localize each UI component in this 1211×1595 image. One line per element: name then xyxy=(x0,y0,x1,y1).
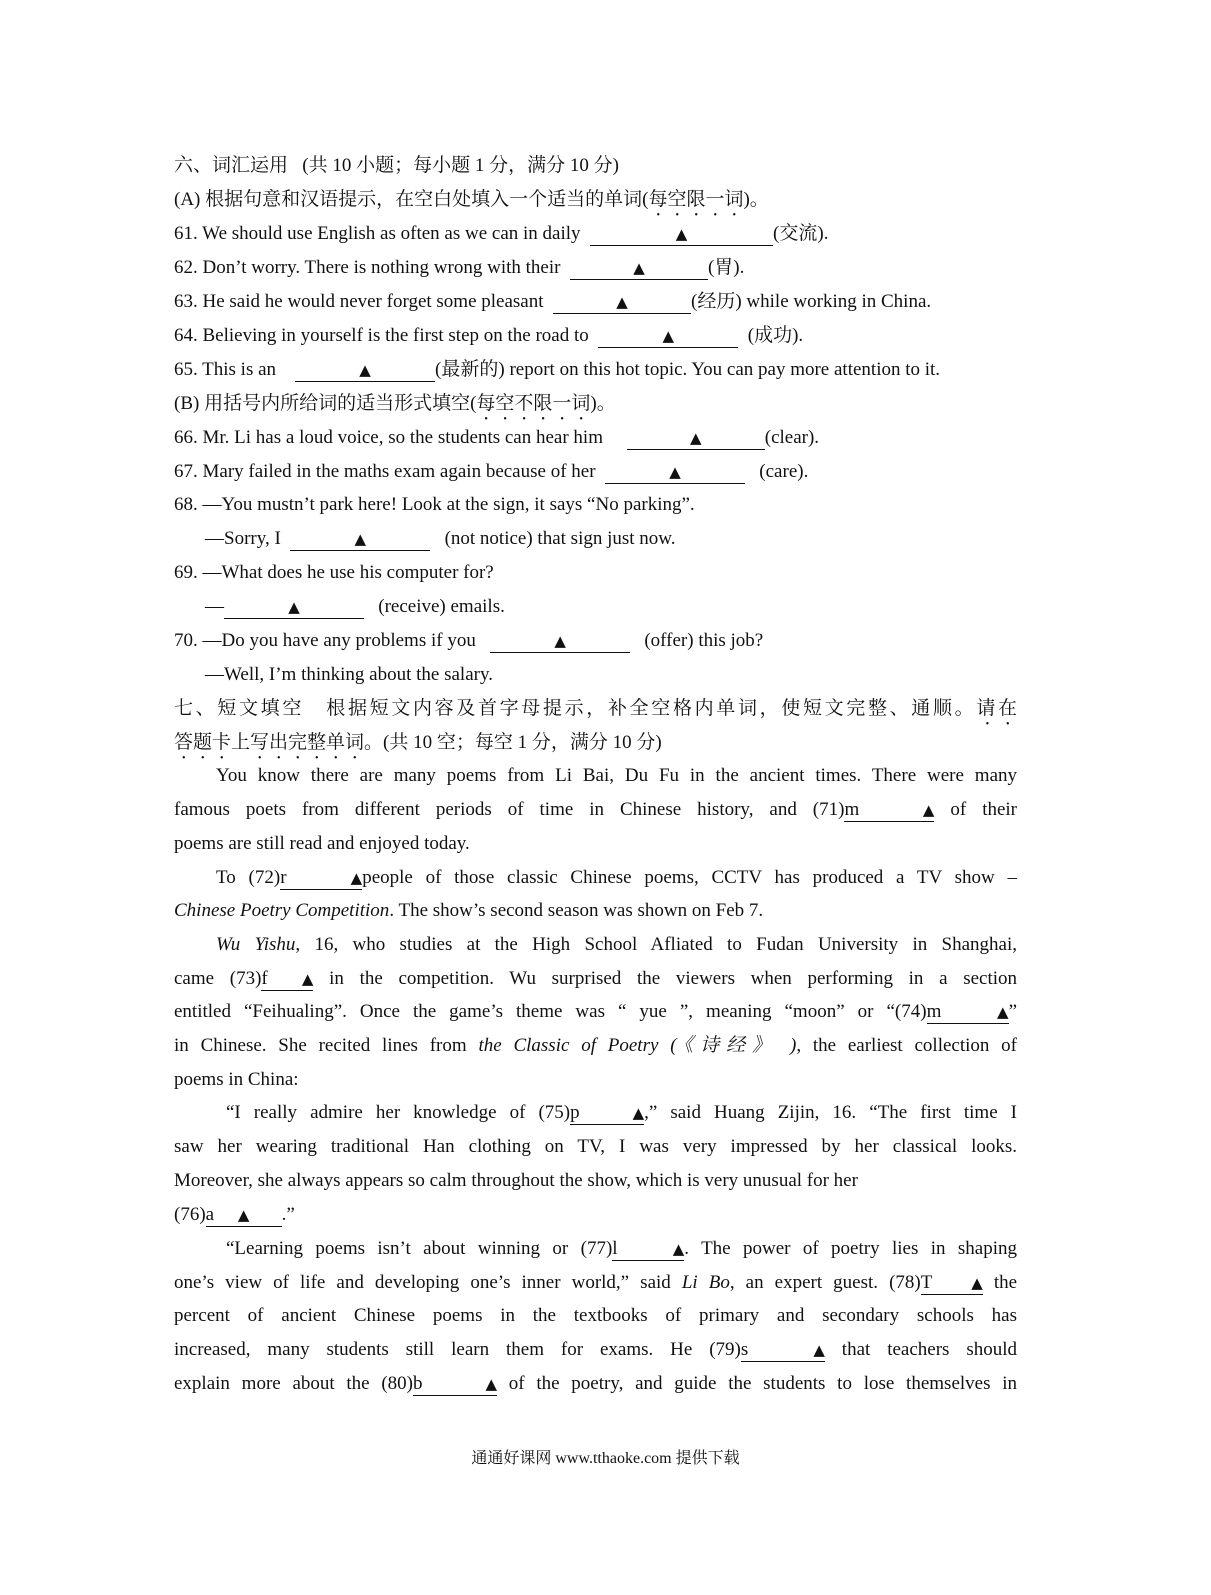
passage-line: You know there are many poems from Li Bai, Du Fu in the ancient times. There were many xyxy=(216,765,1017,786)
question-62: 62. Don’t worry. There is nothing wrong with their ▲ (胃). xyxy=(174,257,745,278)
answer-blank-77[interactable]: l ▲ xyxy=(612,1238,685,1259)
triangle-marker: ▲ xyxy=(301,970,314,988)
answer-blank-76[interactable]: a ▲ xyxy=(206,1204,282,1227)
section7-instruction-line2: 答题卡上写出完整单词。(共 10 空；每空 1 分，满分 10 分) xyxy=(174,732,662,753)
part-a-instruction: (A) 根据句意和汉语提示，在空白处填入一个适当的单词(每空限一词)。 xyxy=(174,189,769,210)
triangle-marker: ▲ xyxy=(485,1375,498,1393)
answer-blank-80[interactable]: b ▲ xyxy=(413,1373,498,1394)
triangle-marker: ▲ xyxy=(616,293,628,311)
passage-line: Moreover, she always appears so calm throughout the show, which is very unusual for her xyxy=(174,1170,858,1191)
section7-heading: 七、短文填空 根据短文内容及首字母提示，补全空格内单词，使短文完整、通顺。请在 xyxy=(174,698,1017,719)
section6-title: 六、词汇运用 xyxy=(174,155,289,176)
page-footer: 通通好课网 www.tthaoke.com 提供下载 xyxy=(471,1450,740,1467)
triangle-marker: ▲ xyxy=(813,1341,825,1359)
passage-line: Wu Yishu, 16, who studies at the High School Afliated to Fudan University in Shanghai, xyxy=(216,934,1018,955)
question-70-line1: 70. —Do you have any problems if you ▲ (offer) this job? xyxy=(174,630,764,651)
answer-blank-68[interactable] xyxy=(290,528,430,551)
question-65: 65. This is an ▲ (最新的) report on this hot topic. You can pay more attention to it. xyxy=(174,359,941,380)
part-a-emphasis: 每空限一词 xyxy=(648,189,744,210)
answer-blank-65[interactable] xyxy=(295,359,435,382)
answer-blank-63[interactable] xyxy=(553,291,691,314)
triangle-marker: ▲ xyxy=(554,632,566,650)
triangle-marker: ▲ xyxy=(675,225,688,243)
question-64: 64. Believing in yourself is the first step on the road to ▲ (成功). xyxy=(174,325,804,346)
question-68-line1: 68. —You mustn’t park here! Look at the sign, it says “No parking”. xyxy=(174,494,695,515)
section6-info: (共 10 小题；每小题 1 分，满分 10 分) xyxy=(302,155,619,176)
answer-blank-74[interactable]: m ▲ xyxy=(926,1001,1009,1022)
answer-blank-66[interactable] xyxy=(627,427,765,450)
answer-blank-61[interactable] xyxy=(590,223,773,246)
triangle-marker: ▲ xyxy=(672,1240,685,1258)
triangle-marker: ▲ xyxy=(288,598,300,616)
passage-line: To (72)r ▲people of those classic Chinese poems, CCTV has produced a TV show – xyxy=(216,867,1017,888)
question-66: 66. Mr. Li has a loud voice, so the students can hear him ▲ (clear). xyxy=(174,427,820,448)
question-69-line1: 69. —What does he use his computer for? xyxy=(174,562,494,583)
passage-line: famous poets from different periods of time in Chinese history, and (71)m ▲ of their xyxy=(174,799,1018,820)
question-63: 63. He said he would never forget some pleasant ▲ (经历) while working in China. xyxy=(174,291,932,312)
answer-blank-78[interactable]: T ▲ xyxy=(920,1272,983,1293)
answer-blank-79[interactable]: s ▲ xyxy=(740,1339,825,1360)
part-b-instruction: (B) 用括号内所给词的适当形式填空(每空不限一词)。 xyxy=(174,393,616,414)
question-67: 67. Mary failed in the maths exam again because of her ▲ (care). xyxy=(174,461,809,482)
passage-line: “I really admire her knowledge of (75)p ▲,” said Huang Zijin, 16. “The first time I xyxy=(226,1102,1018,1123)
passage-line: increased, many students still learn them for exams. He (79)s ▲ that teachers should xyxy=(174,1339,1018,1360)
answer-blank-69[interactable] xyxy=(224,596,364,619)
triangle-marker: ▲ xyxy=(237,1206,250,1224)
answer-blank-64[interactable] xyxy=(598,325,738,348)
answer-blank-62[interactable] xyxy=(570,257,708,280)
question-69-line2: — ▲ (receive) emails. xyxy=(205,596,505,617)
section7-title: 七、短文填空 xyxy=(174,698,305,719)
triangle-marker: ▲ xyxy=(662,327,675,345)
answer-blank-73[interactable]: f ▲ xyxy=(261,968,314,989)
answer-blank-75[interactable]: p ▲ xyxy=(570,1102,645,1123)
passage-line: poems are still read and enjoyed today. xyxy=(174,833,470,854)
book-title: the Classic of Poetry (《诗经》 ) xyxy=(478,1035,797,1056)
passage-line: “Learning poems isn’t about winning or (77)l ▲. The power of poetry lies in shaping xyxy=(226,1238,1017,1259)
passage-line: saw her wearing traditional Han clothing on TV, I was very impressed by her classical looks. xyxy=(174,1136,1017,1157)
triangle-marker: ▲ xyxy=(669,463,681,481)
triangle-marker: ▲ xyxy=(971,1274,983,1292)
passage-line: one’s view of life and developing one’s inner world,” said Li Bo, an expert guest. (78)T ▲ the xyxy=(174,1272,1018,1293)
section6-heading xyxy=(174,153,619,179)
triangle-marker: ▲ xyxy=(632,1104,645,1122)
triangle-marker: ▲ xyxy=(633,259,645,277)
passage-line: (76)a ▲ .” xyxy=(174,1204,295,1225)
show-title: Chinese Poetry Competition xyxy=(174,900,390,921)
passage-line: percent of ancient Chinese poems in the textbooks of primary and secondary schools has xyxy=(174,1305,1017,1326)
triangle-marker: ▲ xyxy=(922,801,935,819)
passage-line: poems in China: xyxy=(174,1069,299,1090)
answer-blank-71[interactable]: m ▲ xyxy=(844,799,935,820)
answer-blank-67[interactable] xyxy=(605,461,745,484)
passage-line: in Chinese. She recited lines from the Classic of Poetry (《诗经》 ), the earliest collection of xyxy=(174,1035,1018,1056)
answer-blank-72[interactable]: r ▲ xyxy=(280,867,363,888)
triangle-marker: ▲ xyxy=(997,1003,1009,1021)
triangle-marker: ▲ xyxy=(350,869,363,887)
answer-blank-70[interactable] xyxy=(490,630,630,653)
question-61: 61. We should use English as often as we can in daily ▲ (交流). xyxy=(174,223,829,244)
part-b-emphasis: 每空不限一词 xyxy=(476,393,591,414)
triangle-marker: ▲ xyxy=(689,429,702,447)
passage-line: entitled “Feihualing”. Once the game’s theme was “ yue ”, meaning “moon” or “(74)m ▲” xyxy=(174,1001,1017,1022)
passage-line: came (73)f ▲ in the competition. Wu surprised the viewers when performing in a section xyxy=(174,968,1018,989)
passage-line: Chinese Poetry Competition. The show’s second season was shown on Feb 7. xyxy=(174,900,764,921)
passage-line: explain more about the (80)b ▲ of the poetry, and guide the students to lose themselves in xyxy=(174,1373,1017,1394)
question-68-line2: —Sorry, I ▲ (not notice) that sign just now. xyxy=(205,528,676,549)
triangle-marker: ▲ xyxy=(359,361,371,379)
triangle-marker: ▲ xyxy=(354,530,367,548)
question-70-line2: —Well, I’m thinking about the salary. xyxy=(205,664,493,685)
